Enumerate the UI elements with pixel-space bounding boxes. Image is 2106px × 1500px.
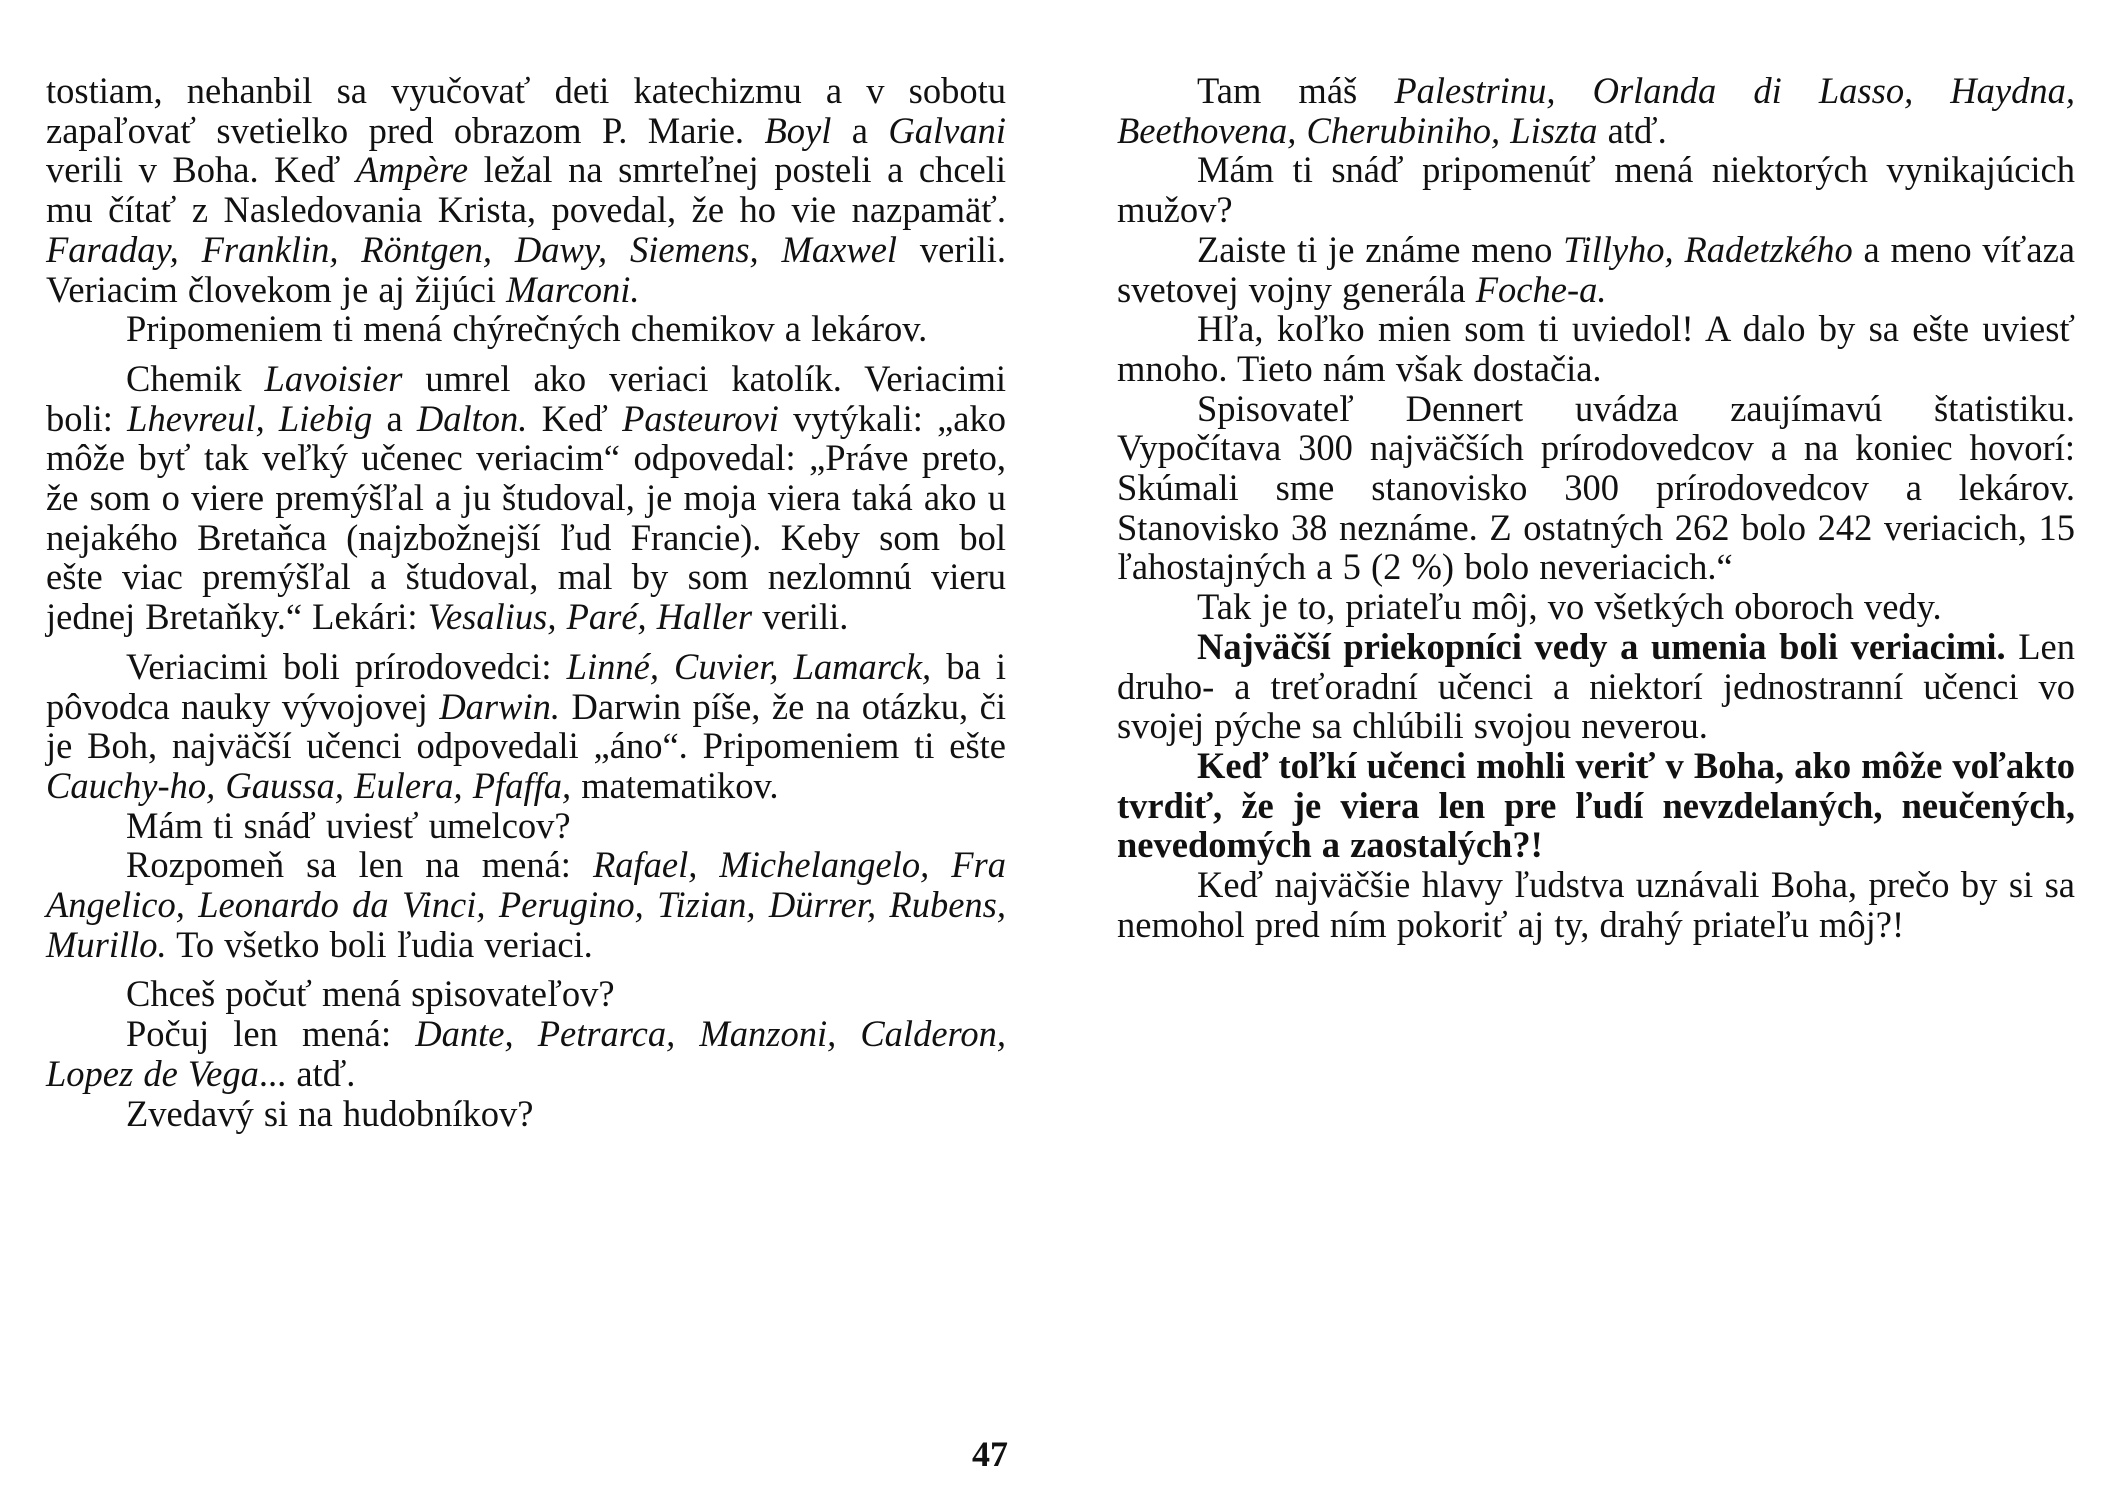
text-run: Keď [527,397,623,439]
text-run: vytýkali: „ako môže byť tak veľký učenec veriacim“ odpovedal: „Práve preto, že som o viere premýšľal a ju študoval, je moja viera taká ako u nejakého Bretaňca (najzbožnejší ľud Francie). Keby som bol ešte viac premýšľal a študoval, mal by som nezlomnú vieru jednej Bretaňky.“ Lekári: [46,397,1007,638]
text-run: tostiam, nehanbil sa vyučovať deti katechizmu a v sobotu zapaľovať svetielko pred obrazom P. Marie. [46,70,1006,151]
paragraph [46,647,1006,806]
paragraph [1117,627,2075,746]
bold-statement: Keď toľkí učenci mohli veriť v Boha, ako môže voľakto tvrdiť, že je viera len pre ľudí nevzdelaných, neučených, nevedomých a zaostalých?! [1117,744,2075,866]
text-run: Mám ti snáď pripomenúť mená niektorých vynikajúcich mužov? [1117,149,2075,231]
paragraph [46,1094,1006,1134]
paragraph [1117,587,2075,627]
text-run: Keď najväčšie hlavy ľudstva uznávali Boha, prečo by si sa nemohol pred ním pokoriť aj ty, drahý priateľu môj?! [1117,864,2075,945]
name-italic: Galvani [888,109,1006,151]
name-italic: Cauchy-ho, Gaussa, Eulera, Pfaffa, [46,764,572,806]
name-italic: Rafael, Michelangelo, Fra Angelico, Leonardo da Vinci, Perugino, Tizian, Dürrer, Rubens, Murillo. [46,844,1006,965]
text-run: Hľa, koľko mien som ti uviedol! A dalo by sa ešte uviesť mnoho. Tieto nám však dostačia. [1117,308,2075,389]
text-run: Darwin píše, že na otázku, či je Boh, najväčší učenci odpovedali „áno“. Pripomeniem ti ešte [46,685,1006,767]
text-run: Len druho- a treťoradní učenci a niektorí jednostranní učenci vo svojej pýche sa chlúbili svojou neverou. [1117,625,2076,747]
text-run: a meno víťaza svetovej vojny generála [1117,228,2075,310]
text-run: verili. Veriacim človekom je aj žijúci [46,228,1006,310]
page-number: 47 [972,1434,1008,1474]
paragraph [1117,230,2075,309]
name-italic: Ampère [355,149,469,191]
paragraph [1117,71,2075,150]
paragraph [46,806,1006,846]
text-run: Tak je to, priateľu môj, vo všetkých oboroch vedy. [1197,586,1942,628]
text-run: Spisovateľ Dennert uvádza zaujímavú štatistiku. Vypočítava 300 najväčších prírodovedcov a na koniec hovorí: Skúmali sme stanovisko 300 prírodovedcov a lekárov. Stanovisko 38 neznáme. Z ostatných 262 bolo 242 veriacich, 15 ľahostajných a 5 (2 %) bolo neveriacich.“ [1117,387,2075,588]
text-run: umrel ako veriaci katolík. Veriacimi boli: [46,357,1006,439]
paragraph [46,1014,1006,1093]
paragraph [46,845,1006,964]
text-run: ba i pôvodca nauky vývojovej [46,645,1006,727]
paragraph [46,71,1006,309]
text-run: Rozpomeň sa len na mená: [126,844,593,886]
text-run: a [372,397,417,439]
text-run: Zvedavý si na hudobníkov? [126,1092,534,1134]
text-run: Tam máš [1197,70,1395,111]
paragraph [1117,389,2075,588]
text-run: Počuj len mená: [126,1013,416,1055]
text-run: Chceš počuť mená spisovateľov? [126,973,615,1015]
paragraph [46,309,1006,349]
paragraph-bold [1117,746,2075,865]
name-italic: Vesalius, Paré, Haller [427,596,753,638]
text-run: verili. [752,596,849,638]
bold-statement: Najväčší priekopníci vedy a umenia boli veriacimi. [1197,625,2006,667]
text-run: To všetko boli ľudia veriaci. [166,923,593,965]
text-run: Zaiste ti je známe meno [1197,228,1564,270]
name-italic: Darwin. [439,685,561,727]
text-run: Veriacimi boli prírodovedci: [126,645,567,687]
text-run: Pripomeniem ti mená chýrečných chemikov a lekárov. [126,308,928,350]
paragraph [1117,865,2075,944]
left-page-text [46,71,1006,1133]
paragraph [1117,309,2075,388]
text-run: Chemik [126,357,265,399]
name-italic: Faraday, Franklin, Röntgen, Dawy, Siemens, Maxwel [46,228,898,270]
name-italic: Dante, Petrarca, Manzoni, Calderon, Lopez de Vega [46,1013,1006,1094]
name-italic: Pasteurovi [622,397,779,439]
name-italic: Lhevreul, Liebig [127,397,373,439]
text-run: matematikov. [571,764,779,806]
paragraph [46,359,1006,637]
text-run: atď. [1597,109,1667,151]
paragraph [1117,150,2075,229]
name-italic: Palestrinu, Orlanda di Lasso, Haydna, Beethovena, Cherubiniho, Liszta [1117,70,2075,151]
text-run: a [831,109,889,151]
name-italic: Lavoisier [264,357,403,399]
text-run: ležal na smrteľnej posteli a chceli mu čítať z Nasledovania Krista, povedal, že ho vie nazpamäť. [46,149,1006,231]
text-run: verili v Boha. Keď [46,149,356,191]
name-italic: Boyl [764,109,832,151]
name-italic: Tillyho, Radetzkého [1563,228,1853,270]
name-italic: Marconi. [506,268,640,310]
name-italic: Linné, Cuvier, Lamarck, [566,645,932,687]
right-page-text [1117,71,2075,944]
name-italic: Foche-a. [1475,268,1607,310]
text-run: Mám ti snáď uviesť umelcov? [126,804,571,846]
name-italic: Dalton. [416,397,528,439]
paragraph [46,974,1006,1014]
text-run: ... atď. [258,1052,356,1094]
